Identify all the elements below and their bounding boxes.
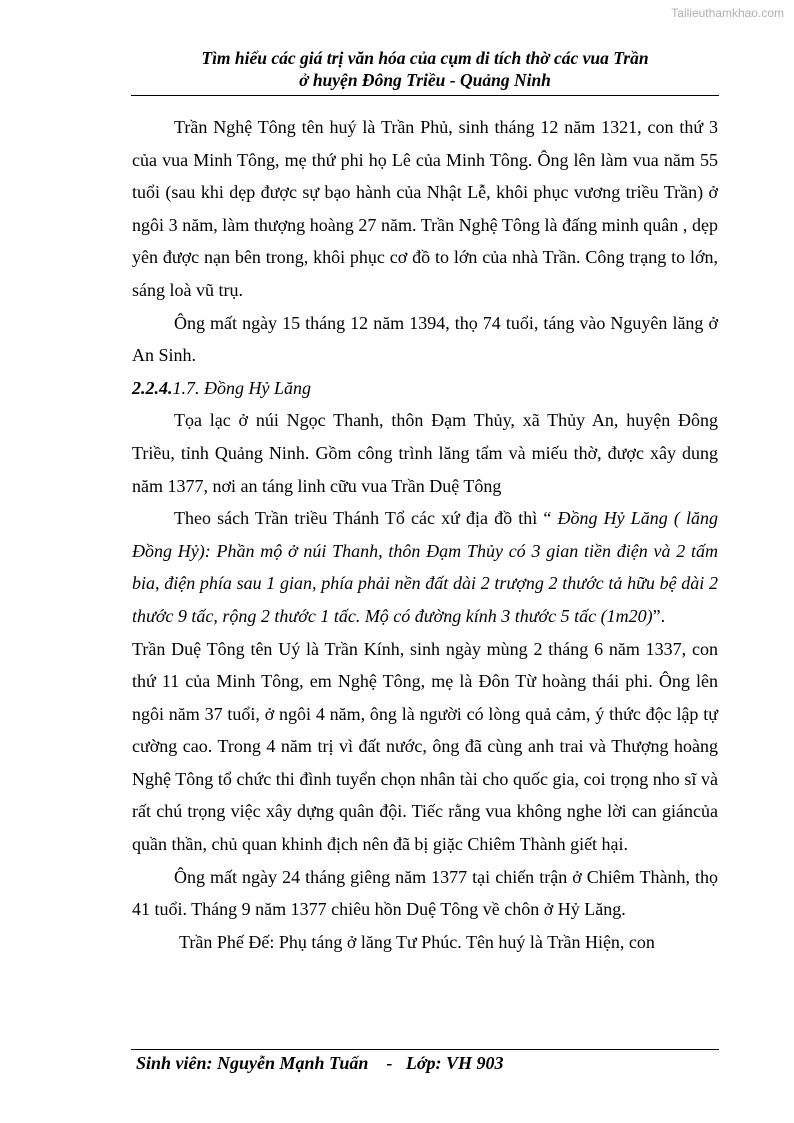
page-header	[132, 47, 718, 91]
section-number: 2.2.4.	[132, 377, 173, 398]
section-title: 1.7. Đồng Hỷ Lăng	[172, 377, 311, 398]
paragraph-location: Tọa lạc ở núi Ngọc Thanh, thôn Đạm Thủy, xã Thủy An, huyện Đông Triều, tỉnh Quảng Ninh. Gồm công trình lăng tẩm và miếu thờ, được xây dung năm 1377, nơi an táng linh cữu vua Trần Duệ Tông	[132, 410, 718, 496]
page-footer: Sinh viên: Nguyễn Mạnh Tuấn - Lớp: VH 903	[136, 1053, 504, 1073]
paragraph-phe-de: Trần Phế Đế: Phụ táng ở lăng Tư Phúc. Tên huý là Trần Hiện, con	[179, 931, 655, 952]
header-line-1: Tìm hiểu các giá trị văn hóa của cụm di tích thờ các vua Trần	[201, 48, 649, 68]
paragraph-nghe-tong: Trần Nghệ Tông tên huý là Trần Phủ, sinh tháng 12 năm 1321, con thứ 3 của vua Minh Tông, mẹ thứ phi họ Lê của Minh Tông. Ông lên làm vua năm 55 tuổi (sau khi dẹp được sự bạo hành của Nhật Lễ, khôi phục vương triều Trần) ở ngôi 3 năm, làm thượng hoàng 27 năm. Trần Nghệ Tông là đấng minh quân , dẹp yên được nạn bên trong, khôi phục cơ đồ to lớn của nhà Trần. Công trạng to lớn, sáng loà vũ trụ.	[132, 117, 718, 300]
footer-divider	[131, 1049, 719, 1050]
watermark-text: Tailieuthamkhao.com	[671, 6, 784, 20]
paragraph-due-tong: Trần Duệ Tông tên Uý là Trần Kính, sinh ngày mùng 2 tháng 6 năm 1337, con thứ 11 của Minh Tông, em Nghệ Tông, mẹ là Đôn Từ hoàng thái phi. Ông lên ngôi năm 37 tuổi, ở ngôi 4 năm, ông là người có lòng quả cảm, ý thức độc lập tự cường cao. Trong 4 năm trị vì đất nước, ông đã cùng anh trai và Thượng hoàng Nghệ Tông tổ chức thi đình tuyển chọn nhân tài cho quốc gia, coi trọng nho sĩ và rất chú trọng việc xây dựng quân đội. Tiếc rằng vua không nghe lời can giáncủa quần thần, chủ quan khinh địch nên đã bị giặc Chiêm Thành giết hại.	[132, 638, 718, 855]
header-divider	[131, 95, 719, 96]
quote-text: Đồng Hỷ Lăng ( lăng Đồng Hỷ): Phần mộ ở núi Thanh, thôn Đạm Thủy có 3 gian tiền điện và 2 tấm bia, điện phía sau 1 gian, phía phải nền đất dài 2 trượng 2 thước tả hữu bệ dài 2 thước 9 tấc, rộng 2 thước 1 tấc. Mộ có đường kính 3 thước 5 tấc (1m20)	[132, 508, 718, 626]
quote-close: ”.	[652, 605, 666, 626]
quote-intro: Theo sách Trần triều Thánh Tổ các xứ địa đồ thì “	[174, 508, 558, 529]
paragraph-quote	[132, 502, 718, 632]
document-body	[132, 111, 718, 958]
paragraph-nghe-tong-death: Ông mất ngày 15 tháng 12 năm 1394, thọ 74 tuổi, táng vào Nguyên lăng ở An Sinh.	[132, 312, 718, 366]
section-heading	[132, 372, 718, 405]
paragraph-due-tong-death: Ông mất ngày 24 tháng giêng năm 1377 tại chiến trận ở Chiêm Thành, thọ 41 tuổi. Tháng 9 năm 1377 chiêu hồn Duệ Tông về chôn ở Hỷ Lăng.	[132, 866, 718, 920]
header-line-2: ở huyện Đông Triều - Quảng Ninh	[299, 70, 551, 90]
